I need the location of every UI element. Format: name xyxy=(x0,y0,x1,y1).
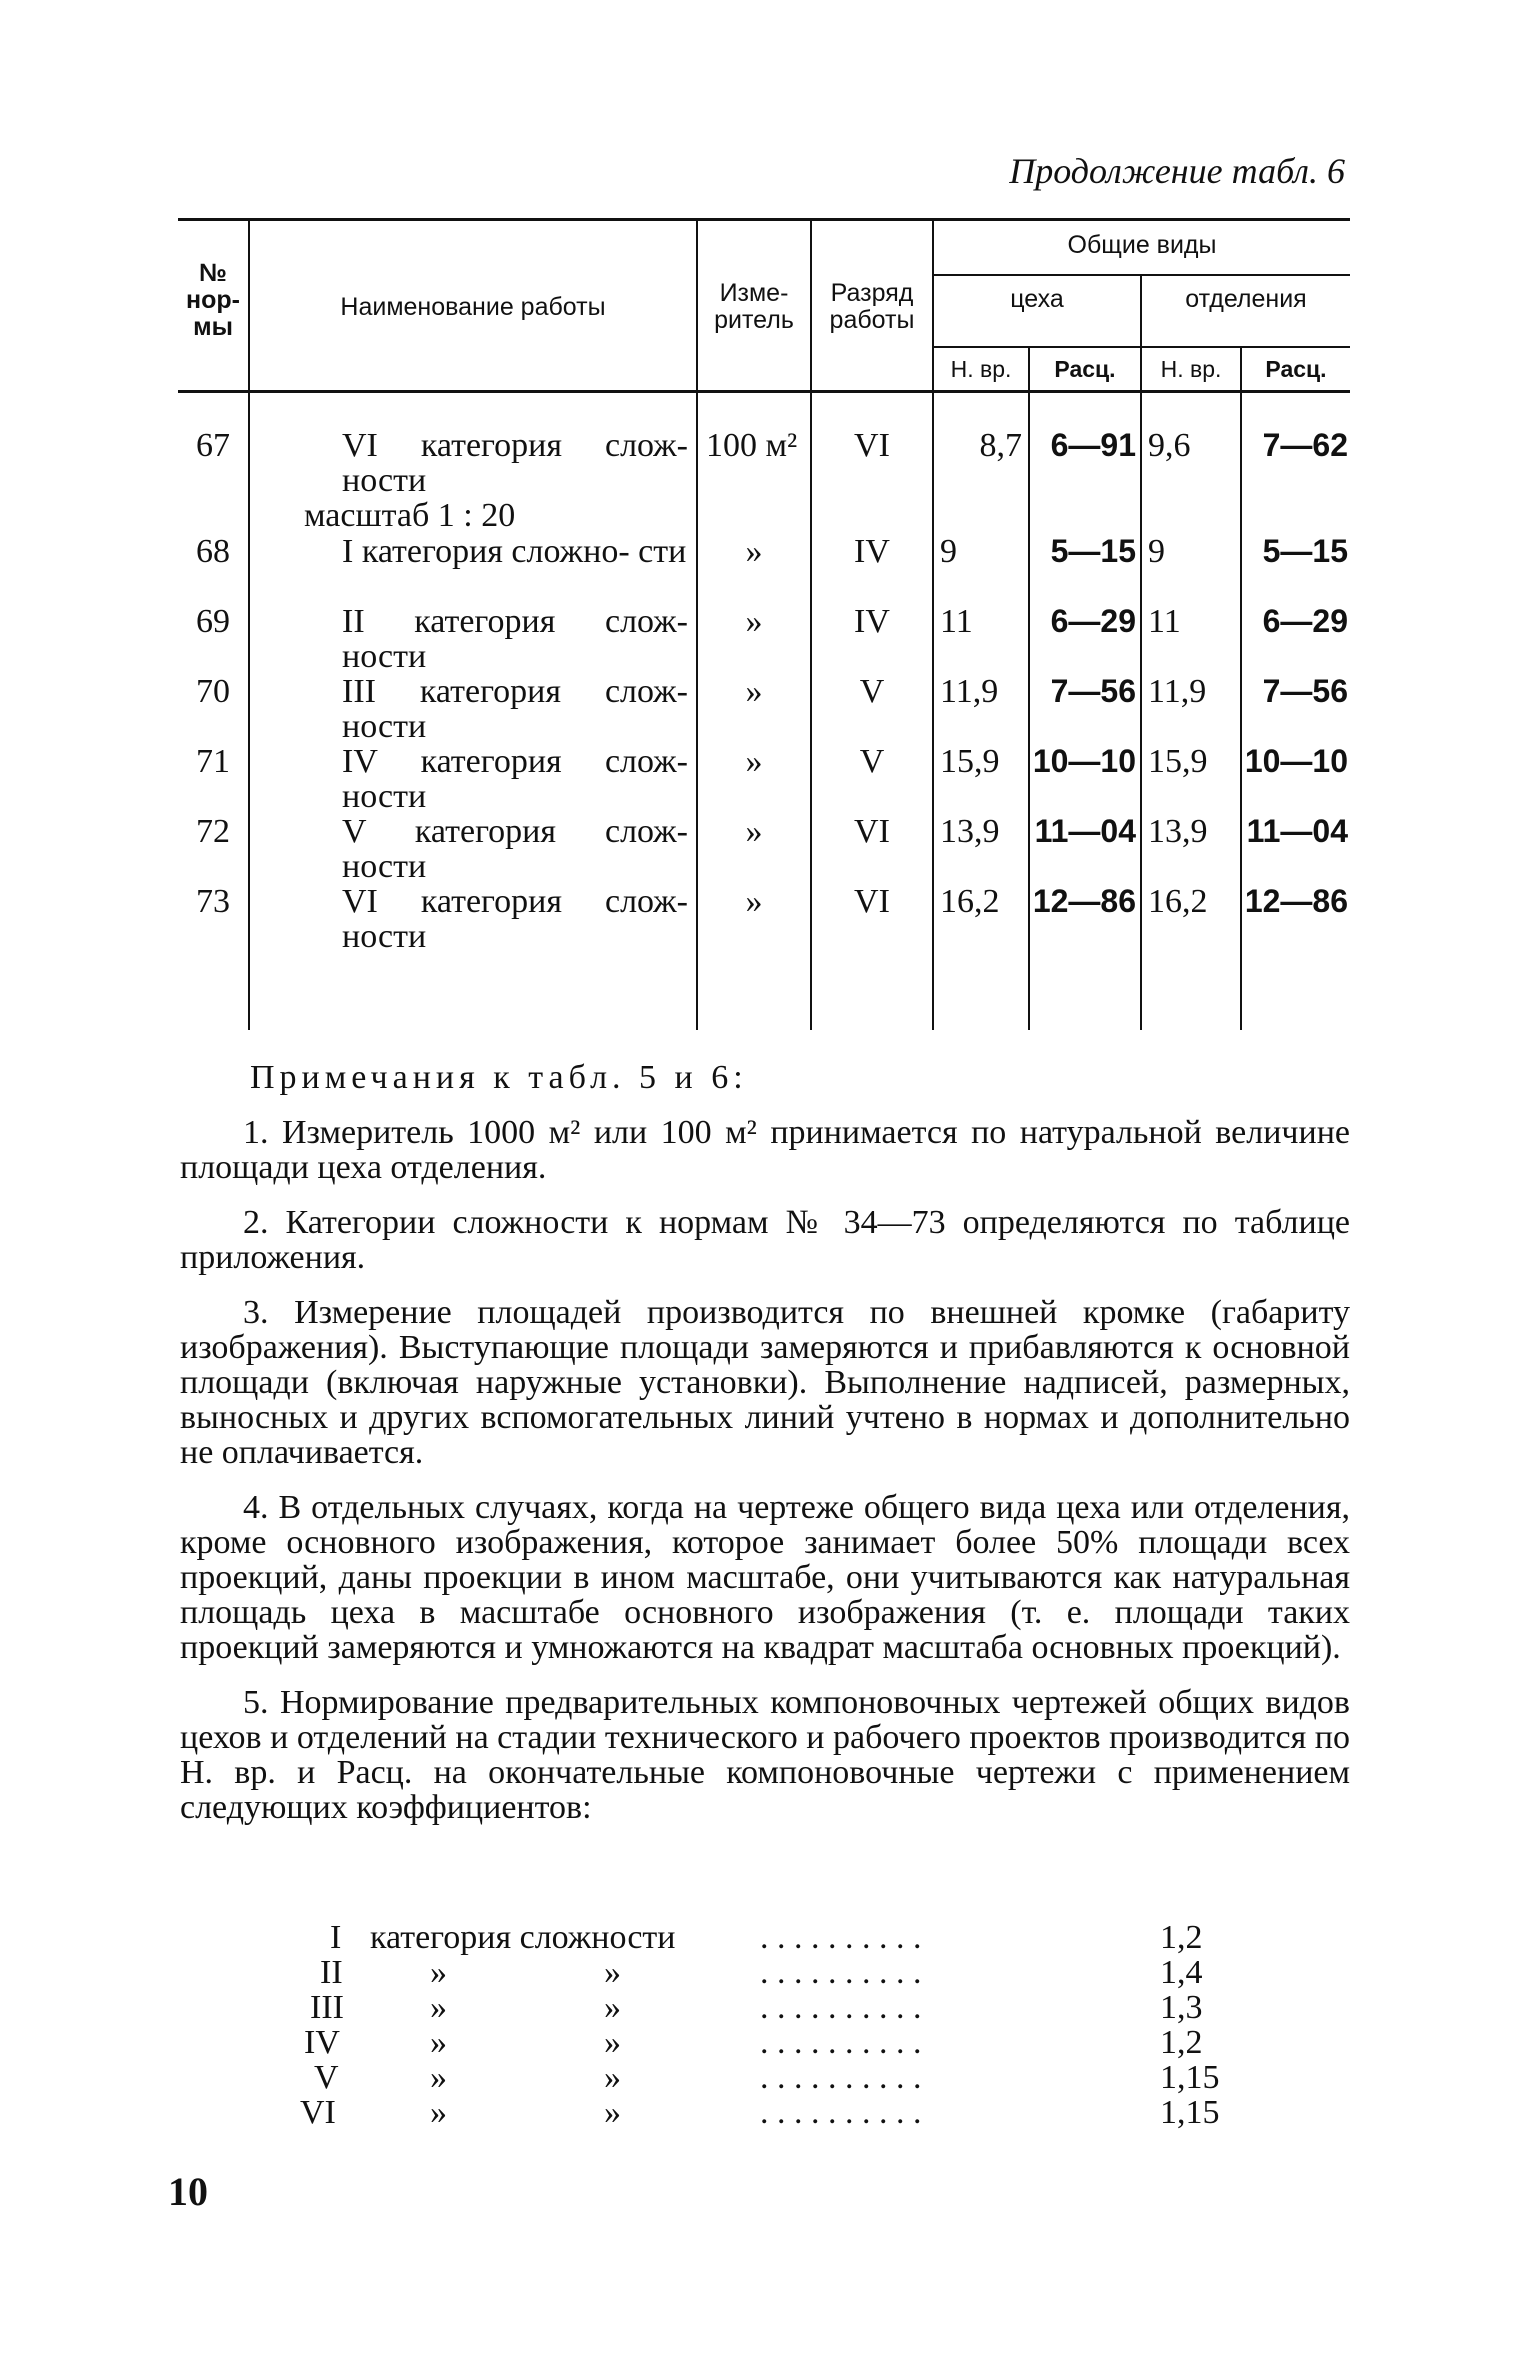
row-grade: IV xyxy=(854,533,890,570)
row-dept-nvr: 9,6 xyxy=(1148,427,1191,464)
coef-ditto: » xyxy=(430,1989,447,2026)
row-name: I категория сложно- сти xyxy=(342,533,687,570)
list-item xyxy=(300,2024,1203,2061)
row-shop-rasc: 6—91 xyxy=(1050,427,1136,463)
row-shop-rasc: 12—86 xyxy=(1032,883,1136,919)
header-work-name: Наименование работы xyxy=(340,293,606,321)
row-no: 73 xyxy=(196,883,230,920)
header-shop-rasc: Расц. xyxy=(1054,356,1116,382)
list-item xyxy=(300,1919,1203,1956)
col-separator xyxy=(1240,348,1242,1030)
coef-value: 1,15 xyxy=(1160,2059,1220,2096)
row-no: 72 xyxy=(196,813,230,850)
coef-ditto: » xyxy=(604,2024,621,2061)
row-subheading: масштаб 1 : 20 xyxy=(304,497,516,534)
row-dept-rasc: 12—86 xyxy=(1244,883,1348,919)
row-dept-nvr: 13,9 xyxy=(1148,813,1208,850)
row-grade: VI xyxy=(854,883,890,920)
coefficients-list xyxy=(300,1919,1220,2131)
row-unit: » xyxy=(745,883,763,920)
row-unit: » xyxy=(745,743,763,780)
row-shop-rasc: 10—10 xyxy=(1032,743,1136,779)
row-name: V категория слож- ности xyxy=(342,813,688,885)
coef-category: VI xyxy=(300,2094,336,2131)
row-unit: » xyxy=(745,673,763,710)
row-no: 69 xyxy=(196,603,230,640)
coef-category: I xyxy=(330,1919,342,1956)
row-dept-rasc: 6—29 xyxy=(1262,603,1348,639)
header-dept-nvr: Н. вр. xyxy=(1160,356,1222,382)
coef-dots: . . . . . . . . . . xyxy=(760,2024,922,2061)
header-shop-nvr: Н. вр. xyxy=(950,356,1012,382)
row-dept-rasc: 10—10 xyxy=(1244,743,1348,779)
row-no: 68 xyxy=(196,533,230,570)
table-top-rule xyxy=(178,218,1350,221)
coef-ditto: » xyxy=(430,2024,447,2061)
row-shop-nvr: 9 xyxy=(940,533,957,570)
col-separator xyxy=(1140,276,1142,1030)
row-grade: V xyxy=(859,743,885,780)
row-dept-rasc: 7—62 xyxy=(1262,427,1348,463)
row-dept-rasc: 7—56 xyxy=(1262,673,1348,709)
list-item xyxy=(300,2059,1220,2096)
row-shop-rasc: 11—04 xyxy=(1034,813,1136,849)
list-item xyxy=(300,1954,1203,1991)
coef-ditto: » xyxy=(430,2059,447,2096)
row-shop-rasc: 6—29 xyxy=(1050,603,1136,639)
note-3: 3. Измерение площадей производится по внешней кромке (габариту изображения). Выступающие площади замеряются и прибавляются к основной площади (включая наружные установки). Выполнение надписей, размерных, выносных и других вспомогательных линий учтено в нормах и дополнительно не оплачивается. xyxy=(180,1294,1350,1471)
coef-value: 1,2 xyxy=(1160,2024,1203,2061)
row-unit: 100 м² xyxy=(706,427,798,464)
row-shop-rasc: 7—56 xyxy=(1050,673,1136,709)
header-group-rule xyxy=(932,274,1350,276)
row-name: VI категория слож- ности xyxy=(342,883,688,955)
coef-dots: . . . . . . . . . . xyxy=(760,1919,922,1956)
row-name: II категория слож- ности xyxy=(342,603,688,675)
header-grade: Разряд работы xyxy=(829,279,915,334)
row-dept-nvr: 9 xyxy=(1148,533,1165,570)
col-separator xyxy=(248,218,250,1030)
coef-category: IV xyxy=(304,2024,340,2061)
header-general-views: Общие виды xyxy=(1067,231,1217,259)
row-shop-nvr: 13,9 xyxy=(940,813,1000,850)
row-name: IV категория слож- ности xyxy=(342,743,688,815)
coef-ditto: » xyxy=(604,1989,621,2026)
list-item xyxy=(300,2094,1220,2131)
header-department: отделения xyxy=(1185,285,1307,313)
coef-dots: . . . . . . . . . . xyxy=(760,2094,922,2131)
row-dept-nvr: 16,2 xyxy=(1148,883,1208,920)
coef-value: 1,3 xyxy=(1160,1989,1203,2026)
header-norm-no: № нор- мы xyxy=(186,259,240,341)
coef-value: 1,15 xyxy=(1160,2094,1220,2131)
row-shop-nvr: 8,7 xyxy=(979,427,1022,464)
row-dept-nvr: 11,9 xyxy=(1148,673,1207,710)
row-shop-nvr: 16,2 xyxy=(940,883,1000,920)
note-5: 5. Нормирование предварительных компоновочных чертежей общих видов цехов и отделений на стадии технического и рабочего проектов производится по Н. вр. и Расц. на окончательные компоновочные чертежи с применением следующих коэффициентов: xyxy=(180,1684,1350,1826)
coef-ditto: » xyxy=(604,2059,621,2096)
notes-title: Примечания к табл. 5 и 6: xyxy=(250,1059,748,1096)
coef-ditto: » xyxy=(604,1954,621,1991)
coef-value: 1,2 xyxy=(1160,1919,1203,1956)
header-shop: цеха xyxy=(1010,285,1064,313)
row-unit: » xyxy=(745,603,763,640)
row-unit: » xyxy=(745,533,763,570)
coef-dots: . . . . . . . . . . xyxy=(760,2059,922,2096)
row-shop-rasc: 5—15 xyxy=(1050,533,1136,569)
coef-category: II xyxy=(320,1954,343,1991)
header-subgroup-rule xyxy=(932,346,1350,348)
row-grade: VI xyxy=(854,427,890,464)
coef-ditto: » xyxy=(430,2094,447,2131)
row-no: 70 xyxy=(196,673,230,710)
row-dept-rasc: 5—15 xyxy=(1262,533,1348,569)
coef-ditto: » xyxy=(604,2094,621,2131)
header-dept-rasc: Расц. xyxy=(1265,356,1327,382)
header-bottom-rule xyxy=(178,390,1350,393)
page-number: 10 xyxy=(168,2169,208,2214)
coef-value: 1,4 xyxy=(1160,1954,1203,1991)
row-unit: » xyxy=(745,813,763,850)
row-shop-nvr: 15,9 xyxy=(940,743,1000,780)
coef-dots: . . . . . . . . . . xyxy=(760,1954,922,1991)
notes-section xyxy=(180,1060,1350,1845)
row-name: III категория слож- ности xyxy=(342,673,688,745)
coef-dots: . . . . . . . . . . xyxy=(760,1989,922,2026)
list-item xyxy=(300,1989,1203,2026)
row-shop-nvr: 11 xyxy=(940,603,973,640)
row-shop-nvr: 11,9 xyxy=(940,673,999,710)
row-grade: VI xyxy=(854,813,890,850)
note-2: 2. Категории сложности к нормам № 34—73 определяются по таблице приложения. xyxy=(180,1204,1350,1276)
row-dept-rasc: 11—04 xyxy=(1246,813,1348,849)
row-grade: IV xyxy=(854,603,890,640)
coef-category: III xyxy=(310,1989,344,2026)
coef-ditto: » xyxy=(430,1954,447,1991)
header-unit: Изме- ритель xyxy=(714,279,794,334)
col-separator xyxy=(932,218,934,1030)
row-dept-nvr: 11 xyxy=(1148,603,1181,640)
note-1: 1. Измеритель 1000 м² или 100 м² принимается по натуральной величине площади цеха отделения. xyxy=(180,1114,1350,1186)
row-no: 67 xyxy=(196,427,230,464)
row-name: VI категория слож- ности xyxy=(342,427,688,499)
coef-category: V xyxy=(314,2059,339,2096)
note-4: 4. В отдельных случаях, когда на чертеже общего вида цеха или отделения, кроме основного изображения, которое занимает более 50% площади всех проекций, даны проекции в ином масштабе, они учитываются как натуральная площадь цеха в масштабе основного изображения (т. е. площади таких проекций замеряются и умножаются на квадрат масштаба основных проекций). xyxy=(180,1489,1350,1666)
coef-label: категория сложности xyxy=(370,1919,676,1956)
table-continuation-caption: Продолжение табл. 6 xyxy=(1009,151,1345,191)
row-dept-nvr: 15,9 xyxy=(1148,743,1208,780)
row-no: 71 xyxy=(196,743,230,780)
row-grade: V xyxy=(859,673,885,710)
